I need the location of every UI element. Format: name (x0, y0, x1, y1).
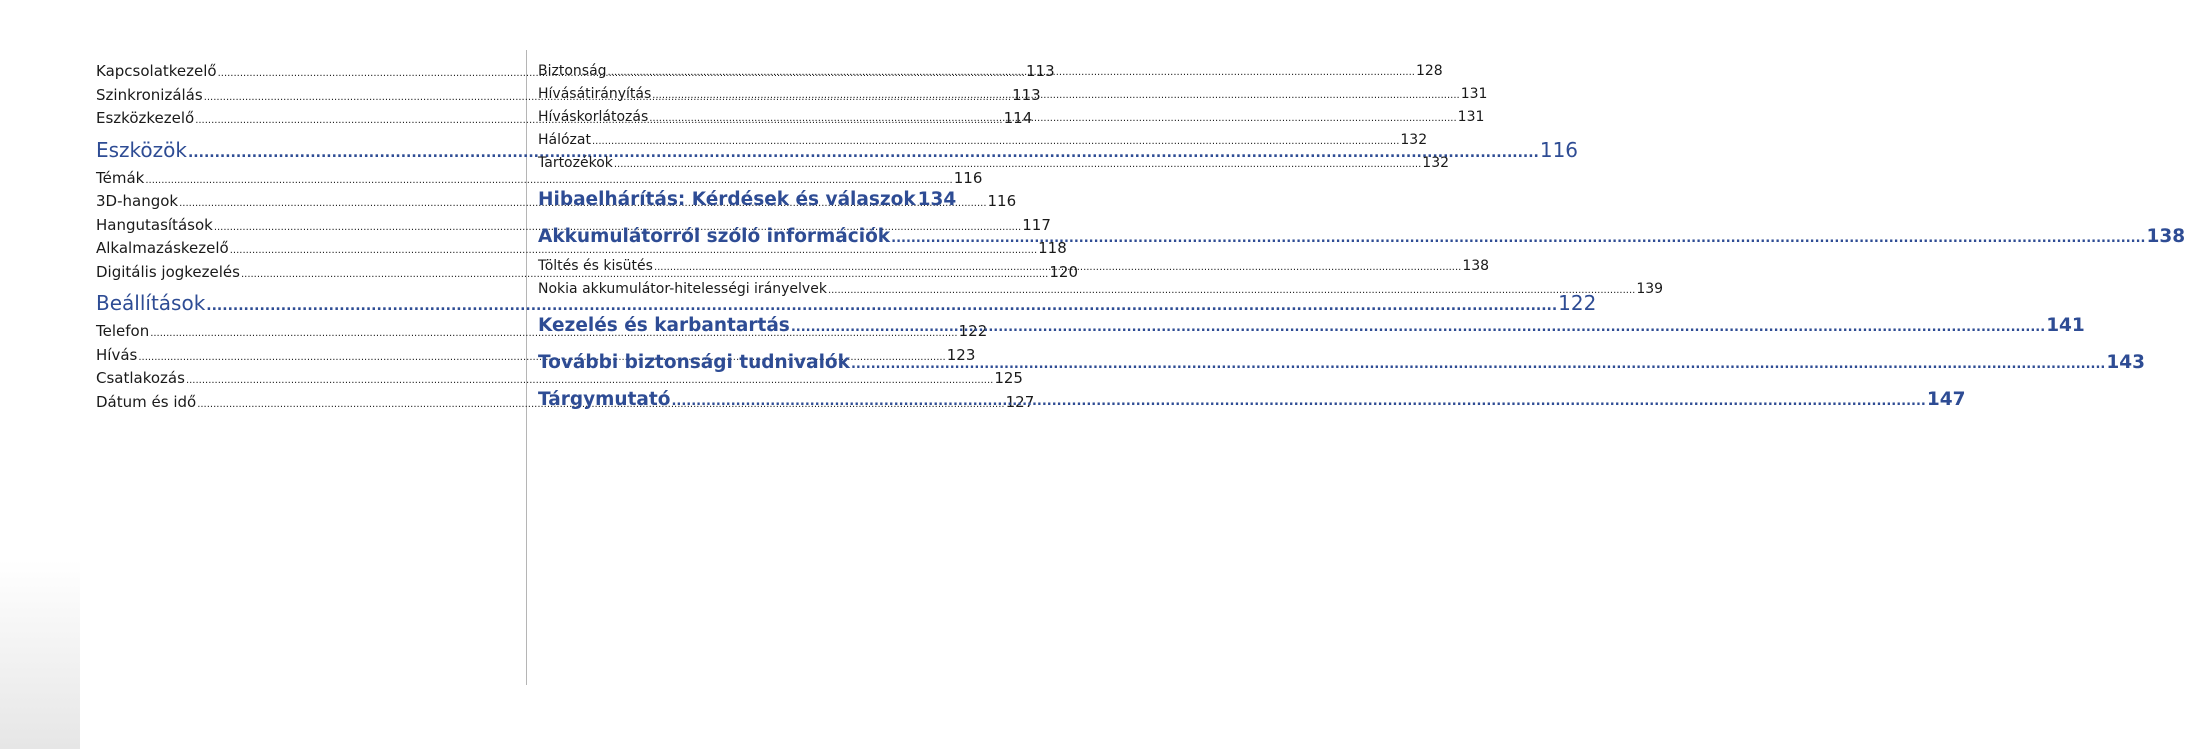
toc-page-number: 134 (917, 189, 957, 210)
toc-entry[interactable] (96, 367, 1023, 391)
toc-page-number: 132 (1400, 132, 1428, 148)
toc-entry[interactable] (96, 167, 983, 191)
toc-page-number: 113 (1012, 85, 1041, 104)
toc-entry[interactable] (538, 278, 1664, 301)
toc-page-number: 131 (1457, 109, 1485, 125)
toc-entry[interactable] (96, 237, 1067, 261)
toc-page-number: 138 (2146, 226, 2185, 247)
toc-page-number: 114 (1003, 109, 1033, 127)
toc-dot-leader (828, 279, 1635, 302)
toc-page-number: 120 (1049, 262, 1079, 281)
toc-entry-title: Akkumulátorról szóló információk (538, 226, 891, 247)
toc-page-number: 116 (987, 192, 1017, 210)
toc-page-number: 116 (953, 168, 983, 187)
toc-dot-leader (891, 220, 2145, 257)
toc-entry-title: Alkalmazáskezelő (96, 239, 229, 257)
toc-entry-title: Témák (96, 168, 145, 187)
toc-page-number: 118 (1038, 239, 1067, 257)
toc-entry-title: Nokia akkumulátor-hitelességi irányelvek (538, 281, 827, 297)
toc-page-number: 139 (1636, 281, 1664, 297)
toc-dot-leader (851, 346, 2105, 383)
toc-dot-leader (654, 256, 1461, 279)
toc-entry-title: Híváskorlátozás (538, 109, 649, 125)
page-margin-shade (0, 0, 80, 749)
toc-page-number: 141 (2046, 315, 2085, 336)
toc-page-number: 127 (1005, 392, 1035, 411)
toc-dot-leader (608, 61, 1415, 84)
toc-entry-title: További biztonsági tudnivalók (538, 352, 850, 373)
toc-page-number: 138 (1462, 258, 1490, 274)
toc-dot-leader (671, 383, 1925, 420)
toc-entry-title: Kezelés és karbantartás (538, 315, 790, 336)
toc-page-number: 131 (1460, 86, 1488, 102)
toc-entry-title: Telefon (96, 322, 150, 340)
toc-page-number: 122 (958, 322, 988, 340)
toc-dot-leader (791, 309, 2045, 346)
toc-entry-title: Hálózat (538, 132, 591, 148)
toc-page-number: 113 (1026, 62, 1055, 80)
toc-entry[interactable] (538, 129, 1428, 152)
toc-entry-title: Hívásátirányítás (538, 86, 652, 102)
toc-page-number: 116 (1539, 137, 1579, 162)
toc-entry-title: Töltés és kisütés (538, 258, 653, 274)
toc-entry-title: Biztonság (538, 63, 607, 79)
toc-page-number: 123 (946, 345, 976, 364)
toc-entry-title: Beállítások (96, 291, 206, 315)
toc-entry-title: Digitális jogkezelés (96, 262, 240, 281)
toc-entry-title: Hibaelhárítás: Kérdések és válaszok (538, 189, 916, 210)
toc-entry[interactable] (538, 152, 1450, 175)
toc-page-number: 125 (994, 369, 1023, 387)
toc-dot-leader (614, 153, 1421, 176)
toc-entry-title: Tárgymutató (538, 389, 671, 410)
toc-dot-leader (649, 107, 1456, 130)
toc-entry-title: Eszközkezelő (96, 109, 195, 127)
toc-page-number: 143 (2106, 352, 2145, 373)
toc-dot-leader (652, 84, 1459, 107)
toc-section-entry[interactable] (538, 181, 957, 218)
toc-page-number: 122 (1558, 291, 1597, 315)
toc-entry-title: Eszközök (96, 137, 187, 162)
toc-dot-leader (592, 130, 1399, 153)
toc-page-number: 117 (1022, 215, 1051, 234)
toc-page-number: 128 (1415, 63, 1443, 79)
toc-page-number: 147 (1926, 389, 1966, 410)
toc-page-number: 132 (1422, 155, 1450, 171)
toc-entry-title: Kapcsolatkezelő (96, 62, 217, 80)
toc-entry-title: Hangutasítások (96, 215, 213, 234)
toc-entry-title: Dátum és idő (96, 392, 197, 411)
toc-entry-title: Szinkronizálás (96, 85, 203, 104)
toc-entry-title: Hívás (96, 345, 138, 364)
toc-entry-title: Tartozékok (538, 155, 613, 171)
toc-entry-title: 3D-hangok (96, 192, 179, 210)
toc-entry-title: Csatlakozás (96, 369, 185, 387)
